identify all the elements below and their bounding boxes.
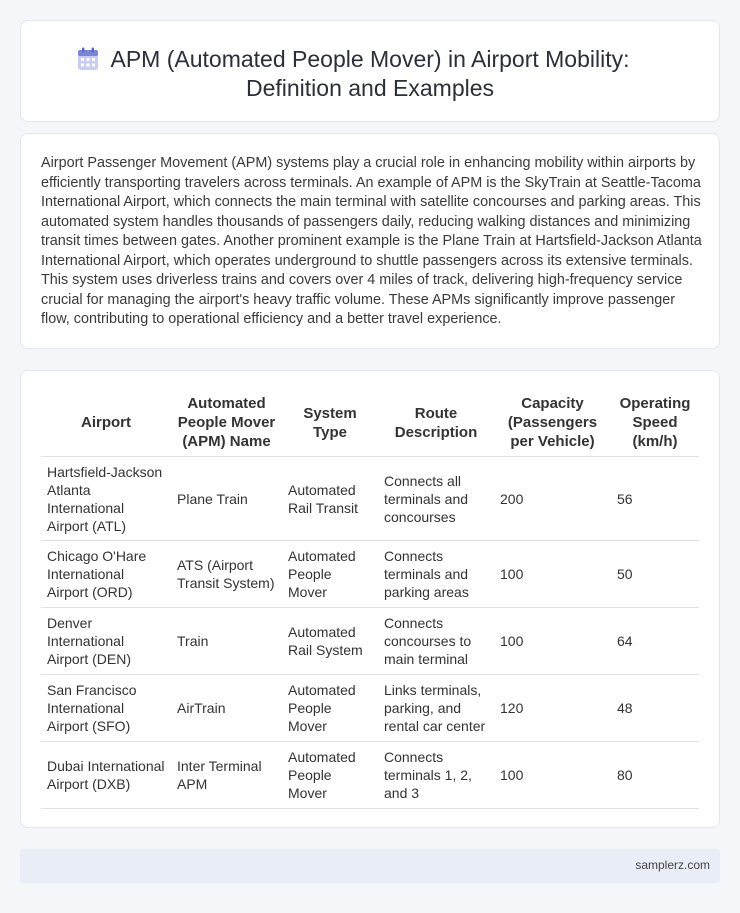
table-row: [41, 675, 699, 742]
apm-table: [41, 392, 699, 809]
table-row: [41, 457, 699, 541]
cell-route: Connects terminals 1, 2, and 3: [378, 742, 494, 809]
page-title-line-1: APM (Automated People Mover) in Airport Mobility:: [110, 46, 630, 72]
cell-system-type: Automated People Mover: [282, 541, 378, 608]
cell-airport: Dubai International Airport (DXB): [41, 742, 171, 809]
cell-apm-name: ATS (Airport Transit System): [171, 541, 282, 608]
cell-airport: San Francisco International Airport (SFO): [41, 675, 171, 742]
cell-capacity: 100: [494, 608, 611, 675]
table-row: [41, 541, 699, 608]
cell-speed: 50: [611, 541, 699, 608]
cell-capacity: 100: [494, 742, 611, 809]
title-card: [20, 20, 720, 122]
column-header-apm-name: Automated People Mover (APM) Name: [171, 392, 282, 457]
cell-system-type: Automated People Mover: [282, 675, 378, 742]
cell-route: Links terminals, parking, and rental car center: [378, 675, 494, 742]
footer-bar: [20, 849, 720, 883]
column-header-speed: Operating Speed (km/h): [611, 392, 699, 457]
table-row: [41, 608, 699, 675]
cell-airport: Chicago O'Hare International Airport (ORD): [41, 541, 171, 608]
cell-apm-name: Train: [171, 608, 282, 675]
cell-route: Connects concourses to main terminal: [378, 608, 494, 675]
cell-apm-name: AirTrain: [171, 675, 282, 742]
page-title-line-2: Definition and Examples: [245, 75, 495, 101]
cell-speed: 64: [611, 608, 699, 675]
footer-source-link[interactable]: samplerz.com: [635, 858, 710, 872]
cell-system-type: Automated Rail System: [282, 608, 378, 675]
cell-system-type: Automated Rail Transit: [282, 457, 378, 541]
cell-apm-name: Inter Terminal APM: [171, 742, 282, 809]
column-header-airport: Airport: [41, 392, 171, 457]
intro-paragraph: Airport Passenger Movement (APM) systems play a crucial role in enhancing mobility within airports by efficiently transporting travelers across terminals. An example of APM is the SkyTrain at Seattle-Tacoma International Airport, which connects the main terminal with satellite concourses and parking areas. This automated system handles thousands of passengers daily, reducing walking distances and minimizing transit times between gates. Another prominent example is the Plane Train at Hartsfield-Jackson Atlanta International Airport, which operates underground to shuttle passengers across its extensive terminals. This system uses driverless trains and covers over 4 miles of track, delivering high-frequency service crucial for managing the airport's heavy traffic volume. These APMs significantly improve passenger flow, contributing to operational efficiency and a better travel experience.: [41, 155, 702, 327]
cell-airport: Hartsfield-Jackson Atlanta International Airport (ATL): [41, 457, 171, 541]
column-header-system-type: System Type: [282, 392, 378, 457]
cell-system-type: Automated People Mover: [282, 742, 378, 809]
column-header-route: Route Description: [378, 392, 494, 457]
table-card: [20, 370, 720, 828]
cell-airport: Denver International Airport (DEN): [41, 608, 171, 675]
page-title: [21, 45, 719, 103]
column-header-capacity: Capacity (Passengers per Vehicle): [494, 392, 611, 457]
cell-route: Connects all terminals and concourses: [378, 457, 494, 541]
cell-speed: 48: [611, 675, 699, 742]
cell-capacity: 200: [494, 457, 611, 541]
cell-speed: 80: [611, 742, 699, 809]
intro-card: [20, 133, 720, 349]
cell-capacity: 100: [494, 541, 611, 608]
cell-apm-name: Plane Train: [171, 457, 282, 541]
table-header-row: [41, 392, 699, 457]
cell-speed: 56: [611, 457, 699, 541]
cell-route: Connects terminals and parking areas: [378, 541, 494, 608]
cell-capacity: 120: [494, 675, 611, 742]
table-row: [41, 742, 699, 809]
